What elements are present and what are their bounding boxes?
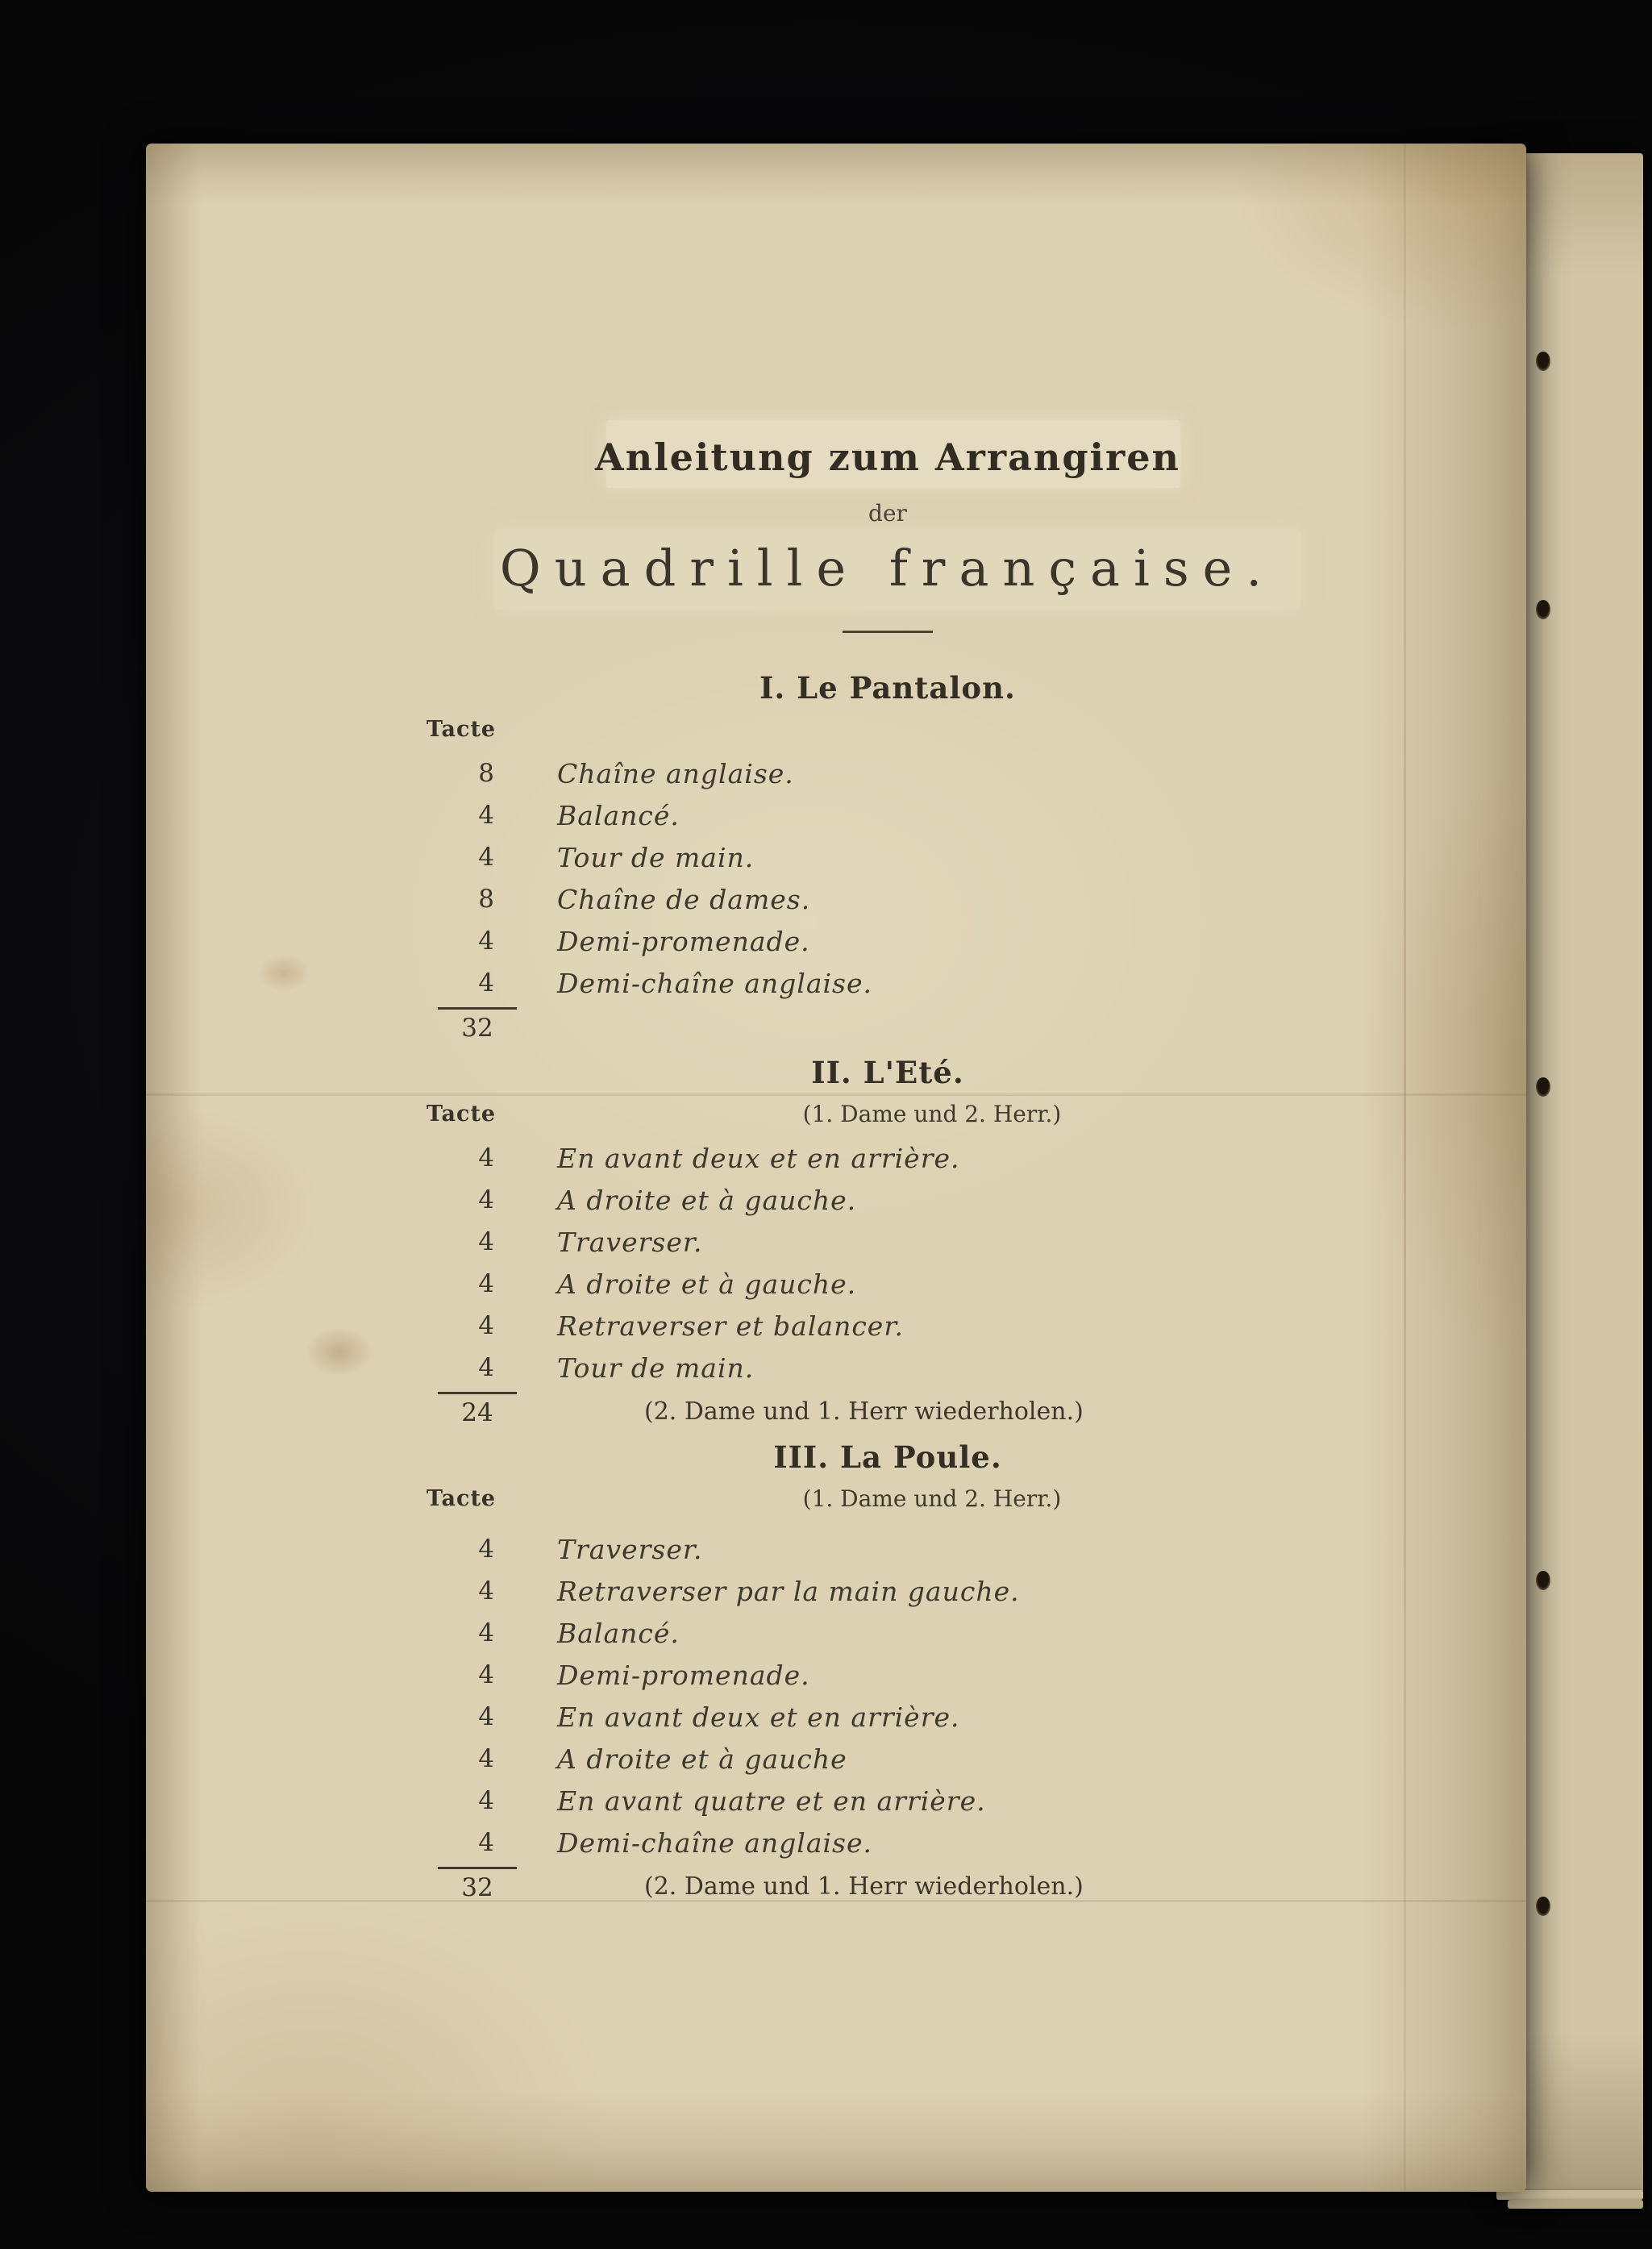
list-item — [420, 1738, 1355, 1780]
tacte-count: 4 — [478, 1353, 494, 1382]
binding-stitch-hole — [1536, 1897, 1550, 1916]
figure-name: En avant deux et en arrière. — [557, 1142, 960, 1174]
tacte-count: 4 — [478, 843, 494, 872]
binding-stitch-hole — [1536, 1077, 1550, 1097]
tacte-count: 8 — [478, 885, 494, 914]
figure-list — [420, 1137, 1355, 1389]
tacte-count: 4 — [478, 1786, 494, 1815]
tacte-count: 4 — [478, 1185, 494, 1214]
list-item — [420, 1137, 1355, 1179]
section-le-pantalon — [420, 670, 1355, 1043]
book-page — [146, 144, 1526, 2192]
figure-name: A droite et à gauche. — [557, 1268, 857, 1300]
total-row — [420, 1867, 1355, 1903]
section-heading: III. La Poule. — [773, 1439, 1002, 1475]
section-subtitle: (1. Dame und 2. Herr.) — [802, 1101, 1062, 1127]
tacte-line — [420, 1486, 1355, 1512]
tacte-count: 8 — [478, 759, 494, 788]
tacte-count: 4 — [478, 1702, 494, 1731]
list-item — [420, 1305, 1355, 1347]
tacte-line — [420, 1102, 1355, 1127]
total-row — [420, 1392, 1355, 1428]
binding-stitch-hole — [1536, 352, 1550, 371]
figure-name: Retraverser et balancer. — [557, 1310, 904, 1342]
tacte-line — [420, 717, 1355, 743]
tacte-count: 4 — [478, 968, 494, 997]
total-count: 32 — [438, 1007, 517, 1043]
list-item — [420, 752, 1355, 794]
section-subtitle: (1. Dame und 2. Herr.) — [802, 1485, 1062, 1512]
total-row — [420, 1007, 1355, 1043]
tacte-count: 4 — [478, 1311, 494, 1340]
figure-name: Balancé. — [557, 1617, 680, 1649]
list-item — [420, 1780, 1355, 1822]
section-heading: I. Le Pantalon. — [759, 670, 1016, 706]
list-item — [420, 794, 1355, 836]
list-item — [420, 1822, 1355, 1864]
figure-name: Balancé. — [557, 799, 680, 831]
list-item — [420, 1179, 1355, 1221]
page-title-line1: Anleitung zum Arrangiren — [595, 435, 1180, 479]
total-count: 24 — [438, 1392, 517, 1428]
tacte-count: 4 — [478, 1269, 494, 1298]
repeat-note: (2. Dame und 1. Herr wiederholen.) — [644, 1872, 1084, 1901]
list-item — [420, 962, 1355, 1004]
tacte-count: 4 — [478, 1744, 494, 1773]
list-item — [420, 1570, 1355, 1612]
repeat-note: (2. Dame und 1. Herr wiederholen.) — [644, 1397, 1084, 1426]
list-item — [420, 1263, 1355, 1305]
figure-name: Tour de main. — [557, 1351, 755, 1384]
list-item — [420, 836, 1355, 878]
tacte-count: 4 — [478, 1828, 494, 1857]
total-count: 32 — [438, 1867, 517, 1903]
tacte-count: 4 — [478, 1143, 494, 1172]
figure-name: A droite et à gauche. — [557, 1184, 857, 1216]
binding-stitch-hole — [1536, 600, 1550, 619]
page-content — [420, 435, 1355, 1903]
tacte-count: 4 — [478, 1576, 494, 1606]
list-item — [420, 1654, 1355, 1696]
divider-rule — [843, 631, 933, 633]
page-fold-line — [1404, 144, 1406, 2192]
list-item — [420, 878, 1355, 920]
tacte-count: 4 — [478, 801, 494, 830]
figure-name: Traverser. — [557, 1226, 703, 1258]
figure-name: En avant deux et en arrière. — [557, 1701, 960, 1733]
list-item — [420, 1221, 1355, 1263]
tacte-count: 4 — [478, 1660, 494, 1689]
figure-name: Demi-chaîne anglaise. — [557, 967, 873, 999]
list-item — [420, 1528, 1355, 1570]
list-item — [420, 1612, 1355, 1654]
section-l-ete — [420, 1055, 1355, 1428]
tacte-count: 4 — [478, 1535, 494, 1564]
figure-name: Demi-promenade. — [557, 1659, 810, 1691]
figure-list — [420, 1528, 1355, 1864]
figure-list — [420, 752, 1355, 1004]
figure-name: Chaîne de dames. — [557, 883, 811, 915]
list-item — [420, 1696, 1355, 1738]
figure-name: A droite et à gauche — [557, 1743, 847, 1775]
tacte-count: 4 — [478, 1227, 494, 1256]
figure-name: Demi-promenade. — [557, 925, 810, 957]
tacte-label: Tacte — [427, 1486, 497, 1511]
figure-name: En avant quatre et en arrière. — [557, 1785, 986, 1817]
tacte-label: Tacte — [427, 1102, 497, 1127]
page-title-line2: der — [868, 500, 907, 527]
section-heading: II. L'Eté. — [811, 1055, 964, 1090]
figure-name: Demi-chaîne anglaise. — [557, 1826, 873, 1859]
figure-name: Tour de main. — [557, 841, 755, 873]
list-item — [420, 920, 1355, 962]
figure-name: Chaîne anglaise. — [557, 757, 794, 789]
figure-name: Retraverser par la main gauche. — [557, 1575, 1020, 1607]
tacte-count: 4 — [478, 1618, 494, 1647]
page-title-main: Quadrille française. — [499, 539, 1276, 598]
list-item — [420, 1347, 1355, 1389]
tacte-label: Tacte — [427, 717, 497, 742]
binding-stitch-hole — [1536, 1571, 1550, 1590]
stacked-page-edge — [1508, 2200, 1643, 2209]
tacte-count: 4 — [478, 927, 494, 956]
section-la-poule — [420, 1439, 1355, 1903]
figure-name: Traverser. — [557, 1533, 703, 1565]
